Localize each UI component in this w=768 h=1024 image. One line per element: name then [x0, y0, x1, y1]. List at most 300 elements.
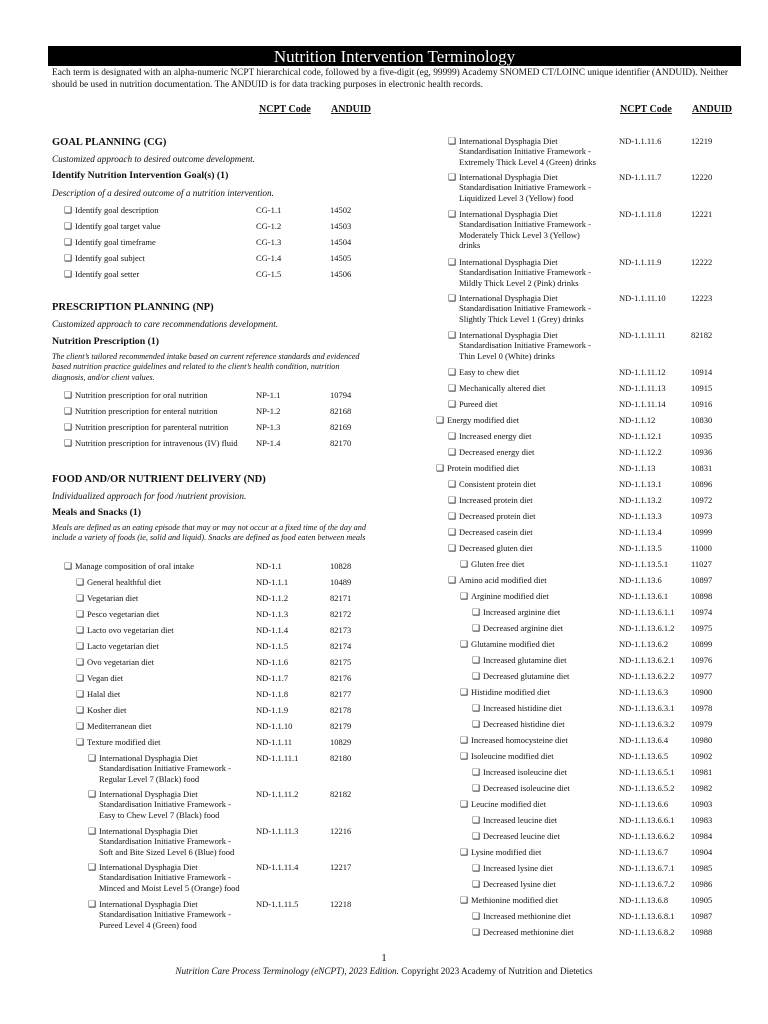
term-label: Increased arginine diet: [483, 607, 561, 617]
checkbox-icon[interactable]: ❑: [448, 511, 457, 521]
term-label: International Dysphagia Diet: [459, 330, 558, 340]
term-label: Decreased protein diet: [459, 511, 536, 521]
anduid-value: 82169: [330, 422, 352, 432]
term-label: International Dysphagia Diet: [99, 862, 198, 872]
checkbox-icon[interactable]: ❑: [472, 703, 481, 713]
checkbox-icon[interactable]: ❑: [64, 221, 73, 231]
term-label: Increased isoleucine diet: [483, 767, 568, 777]
ncpt-code: ND-1.1.13.6.2: [619, 639, 669, 649]
ncpt-code: ND-1.1.13.6.6.1: [619, 815, 675, 825]
term-label: International Dysphagia Diet: [99, 826, 198, 836]
checkbox-icon[interactable]: ❑: [76, 657, 85, 667]
subsection-heading: Meals and Snacks (1): [52, 507, 141, 518]
term-label: Standardisation Initiative Framework -: [99, 799, 231, 810]
term-label: Lacto ovo vegetarian diet: [87, 625, 174, 635]
term-label: Vegetarian diet: [87, 593, 139, 603]
ncpt-code: ND-1.1: [256, 561, 282, 571]
term-label: Identify goal setter: [75, 269, 140, 279]
anduid-value: 10986: [691, 879, 713, 889]
ncpt-code: ND-1.1.11.6: [619, 136, 662, 146]
term-label: Standardisation Initiative Framework -: [459, 219, 591, 230]
footer-edition: Nutrition Care Process Terminology (eNCPT), 2023 Edition.: [175, 966, 399, 976]
ncpt-code: ND-1.1.13.6.5: [619, 751, 669, 761]
anduid-value: 10936: [691, 447, 713, 457]
description-text: Meals are defined as an eating episode that may or may not occur at a fixed time of the day and include a variety of foods (ie, solid and liquid). Snacks are defined as food eaten between meals: [52, 523, 366, 543]
anduid-value: 82178: [330, 705, 352, 715]
term-label: Standardisation Initiative Framework -: [99, 909, 231, 920]
checkbox-icon[interactable]: ❑: [472, 607, 481, 617]
checkbox-icon[interactable]: ❑: [88, 789, 97, 799]
term-label: Moderately Thick Level 3 (Yellow): [459, 229, 580, 240]
term-label: Decreased lysine diet: [483, 879, 556, 889]
ncpt-code: CG-1.1: [256, 205, 282, 215]
checkbox-icon[interactable]: ❑: [76, 737, 85, 747]
ncpt-code: ND-1.1.12: [619, 415, 656, 425]
term-label: Ovo vegetarian diet: [87, 657, 155, 667]
ncpt-code: ND-1.1.11.14: [619, 399, 666, 409]
ncpt-code: ND-1.1.13.6: [619, 575, 662, 585]
term-label: Decreased energy diet: [459, 447, 535, 457]
checkbox-icon[interactable]: ❑: [64, 253, 73, 263]
term-label: Histidine modified diet: [471, 687, 550, 697]
anduid-value: 14502: [330, 205, 352, 215]
term-label: Protein modified diet: [447, 463, 520, 473]
anduid-value: 10896: [691, 479, 713, 489]
term-label: Increased homocysteine diet: [471, 735, 568, 745]
term-label: Halal diet: [87, 689, 121, 699]
anduid-value: 10899: [691, 639, 713, 649]
checkbox-icon[interactable]: ❑: [472, 655, 481, 665]
term-label: Consistent protein diet: [459, 479, 536, 489]
ncpt-code: ND-1.1.11.10: [619, 293, 666, 303]
term-label: Nutrition prescription for oral nutrition: [75, 390, 208, 400]
checkbox-icon[interactable]: ❑: [76, 625, 85, 635]
term-label: Identify goal target value: [75, 221, 161, 231]
checkbox-icon[interactable]: ❑: [88, 826, 97, 836]
intro-paragraph: Each term is designated with an alpha-numeric NCPT hierarchical code, followed by a five-digit (eg, 99999) Academy SNOMED CT/LOINC unique identifier (ANDUID). Neither should be used in nutrition documentation. The ANDUID is for data tracking purposes in electronic health records.: [52, 68, 728, 90]
ncpt-code: ND-1.1.13: [619, 463, 656, 473]
section-heading: FOOD AND/OR NUTRIENT DELIVERY (ND): [52, 474, 266, 485]
anduid-value: 10904: [691, 847, 713, 857]
anduid-value: 10916: [691, 399, 713, 409]
term-label: Thin Level 0 (White) drinks: [459, 350, 555, 361]
term-label: Gluten free diet: [471, 559, 525, 569]
ncpt-code: ND-1.1.13.2: [619, 495, 662, 505]
ncpt-code: ND-1.1.13.6.6.2: [619, 831, 675, 841]
checkbox-icon[interactable]: ❑: [460, 639, 469, 649]
checkbox-icon[interactable]: ❑: [448, 543, 457, 553]
anduid-value: 10828: [330, 561, 352, 571]
term-label: Decreased casein diet: [459, 527, 533, 537]
anduid-value: 10831: [691, 463, 713, 473]
ncpt-code: ND-1.1.2: [256, 593, 289, 603]
anduid-value: 10903: [691, 799, 713, 809]
anduid-value: 12217: [330, 862, 352, 872]
term-label: Standardisation Initiative Framework -: [99, 872, 231, 883]
anduid-value: 10979: [691, 719, 713, 729]
checkbox-icon[interactable]: ❑: [460, 559, 469, 569]
left-ncpt-code-header: NCPT Code: [259, 104, 311, 115]
anduid-value: 12220: [691, 172, 713, 182]
ncpt-code: ND-1.1.4: [256, 625, 289, 635]
term-label: International Dysphagia Diet: [99, 753, 198, 763]
checkbox-icon[interactable]: ❑: [460, 687, 469, 697]
term-label: Easy to Chew Level 7 (Black) food: [99, 809, 220, 820]
anduid-value: 82172: [330, 609, 352, 619]
page-title: Nutrition Intervention Terminology: [48, 46, 741, 66]
checkbox-icon[interactable]: ❑: [472, 719, 481, 729]
checkbox-icon[interactable]: ❑: [472, 767, 481, 777]
anduid-value: 14506: [330, 269, 352, 279]
ncpt-code: ND-1.1.13.6.2.1: [619, 655, 675, 665]
term-label: International Dysphagia Diet: [99, 899, 198, 909]
ncpt-code: ND-1.1.12.1: [619, 431, 662, 441]
checkbox-icon[interactable]: ❑: [76, 673, 85, 683]
term-label: International Dysphagia Diet: [459, 209, 558, 219]
ncpt-code: ND-1.1.10: [256, 721, 293, 731]
term-label: Easy to chew diet: [459, 367, 520, 377]
checkbox-icon[interactable]: ❑: [460, 895, 469, 905]
checkbox-icon[interactable]: ❑: [88, 862, 97, 872]
ncpt-code: ND-1.1.1: [256, 577, 289, 587]
checkbox-icon[interactable]: ❑: [76, 689, 85, 699]
checkbox-icon[interactable]: ❑: [472, 671, 481, 681]
term-label: Increased energy diet: [459, 431, 532, 441]
checkbox-icon[interactable]: ❑: [448, 527, 457, 537]
term-label: Nutrition prescription for intravenous (IV) fluid: [75, 438, 238, 448]
ncpt-code: CG-1.3: [256, 237, 282, 247]
ncpt-code: ND-1.1.13.6.7.2: [619, 879, 675, 889]
ncpt-code: ND-1.1.11.11: [619, 330, 666, 340]
term-label: Identify goal timeframe: [75, 237, 156, 247]
anduid-value: 11027: [691, 559, 712, 569]
term-label: Slightly Thick Level 1 (Grey) drinks: [459, 313, 584, 324]
term-label: Increased lysine diet: [483, 863, 553, 873]
checkbox-icon[interactable]: ❑: [436, 415, 445, 425]
term-label: Standardisation Initiative Framework -: [459, 267, 591, 278]
checkbox-icon[interactable]: ❑: [64, 561, 73, 571]
term-label: Standardisation Initiative Framework -: [459, 146, 591, 157]
ncpt-code: ND-1.1.13.6.8: [619, 895, 669, 905]
anduid-value: 10914: [691, 367, 713, 377]
checkbox-icon[interactable]: ❑: [472, 831, 481, 841]
checkbox-icon[interactable]: ❑: [472, 863, 481, 873]
anduid-value: 82174: [330, 641, 352, 651]
term-label: Decreased gluten diet: [459, 543, 533, 553]
term-label: Standardisation Initiative Framework -: [99, 763, 231, 774]
anduid-value: 10983: [691, 815, 713, 825]
term-label: International Dysphagia Diet: [459, 136, 558, 146]
term-label: Increased leucine diet: [483, 815, 558, 825]
term-label: Identify goal subject: [75, 253, 145, 263]
checkbox-icon[interactable]: ❑: [64, 390, 73, 400]
ncpt-code: ND-1.1.13.6.7: [619, 847, 669, 857]
description-text: The client’s tailored recommended intake based on current reference standards and evidenced based nutrition practice guidelines and related to the client’s health condition, nutrition diagnosis, and/or client values.: [52, 352, 360, 382]
checkbox-icon[interactable]: ❑: [436, 463, 445, 473]
term-label: Standardisation Initiative Framework -: [459, 340, 591, 351]
ncpt-code: ND-1.1.11.13: [619, 383, 666, 393]
term-label: Nutrition prescription for enteral nutrition: [75, 406, 218, 416]
term-label: Identify goal description: [75, 205, 159, 215]
checkbox-icon[interactable]: ❑: [460, 591, 469, 601]
checkbox-icon[interactable]: ❑: [64, 406, 73, 416]
term-label: Isoleucine modified diet: [471, 751, 554, 761]
term-label: Amino acid modified diet: [459, 575, 547, 585]
anduid-value: 10980: [691, 735, 713, 745]
anduid-value: 10978: [691, 703, 713, 713]
checkbox-icon[interactable]: ❑: [448, 399, 457, 409]
ncpt-code: ND-1.1.13.4: [619, 527, 662, 537]
ncpt-code: NP-1.4: [256, 438, 281, 448]
checkbox-icon[interactable]: ❑: [88, 899, 97, 909]
checkbox-icon[interactable]: ❑: [64, 269, 73, 279]
term-label: Extremely Thick Level 4 (Green) drinks: [459, 156, 596, 167]
anduid-value: 10830: [691, 415, 713, 425]
ncpt-code: ND-1.1.13.5: [619, 543, 662, 553]
term-label: Increased histidine diet: [483, 703, 562, 713]
right-anduid-header: ANDUID: [692, 104, 732, 115]
footer-copyright: Copyright 2023 Academy of Nutrition and Dietetics: [398, 966, 593, 976]
anduid-value: 10999: [691, 527, 713, 537]
checkbox-icon[interactable]: ❑: [64, 422, 73, 432]
term-label: International Dysphagia Diet: [459, 257, 558, 267]
checkbox-icon[interactable]: ❑: [460, 751, 469, 761]
checkbox-icon[interactable]: ❑: [448, 209, 457, 219]
ncpt-code: ND-1.1.13.6.8.1: [619, 911, 675, 921]
anduid-value: 10988: [691, 927, 713, 937]
term-label: Mediterranean diet: [87, 721, 152, 731]
ncpt-code: ND-1.1.6: [256, 657, 289, 667]
term-label: Pureed diet: [459, 399, 498, 409]
anduid-value: 82168: [330, 406, 352, 416]
checkbox-icon[interactable]: ❑: [448, 383, 457, 393]
anduid-value: 10977: [691, 671, 713, 681]
section-heading: GOAL PLANNING (CG): [52, 137, 167, 148]
checkbox-icon[interactable]: ❑: [76, 721, 85, 731]
description-text: Customized approach to desired outcome development.: [52, 154, 255, 164]
term-label: Energy modified diet: [447, 415, 520, 425]
checkbox-icon[interactable]: ❑: [76, 641, 85, 651]
anduid-value: 82180: [330, 753, 352, 763]
checkbox-icon[interactable]: ❑: [448, 172, 457, 182]
ncpt-code: NP-1.3: [256, 422, 281, 432]
anduid-value: 10974: [691, 607, 713, 617]
checkbox-icon[interactable]: ❑: [76, 705, 85, 715]
checkbox-icon[interactable]: ❑: [64, 237, 73, 247]
term-label: Mildly Thick Level 2 (Pink) drinks: [459, 277, 579, 288]
term-label: Decreased glutamine diet: [483, 671, 570, 681]
anduid-value: 82177: [330, 689, 352, 699]
anduid-value: 10898: [691, 591, 713, 601]
ncpt-code: ND-1.1.11.3: [256, 826, 299, 836]
checkbox-icon[interactable]: ❑: [448, 257, 457, 267]
term-label: Liquidized Level 3 (Yellow) food: [459, 192, 574, 203]
checkbox-icon[interactable]: ❑: [76, 593, 85, 603]
checkbox-icon[interactable]: ❑: [472, 815, 481, 825]
ncpt-code: ND-1.1.11.8: [619, 209, 662, 219]
anduid-value: 82171: [330, 593, 352, 603]
term-label: Decreased methionine diet: [483, 927, 574, 937]
anduid-value: 10935: [691, 431, 713, 441]
term-label: Minced and Moist Level 5 (Orange) food: [99, 882, 240, 893]
ncpt-code: ND-1.1.11.4: [256, 862, 299, 872]
checkbox-icon[interactable]: ❑: [448, 136, 457, 146]
anduid-value: 10900: [691, 687, 713, 697]
anduid-value: 10902: [691, 751, 713, 761]
checkbox-icon[interactable]: ❑: [448, 431, 457, 441]
term-label: Methionine modified diet: [471, 895, 558, 905]
ncpt-code: ND-1.1.13.6.1: [619, 591, 669, 601]
checkbox-icon[interactable]: ❑: [448, 447, 457, 457]
right-ncpt-code-header: NCPT Code: [620, 104, 672, 115]
page-number: 1: [381, 952, 387, 964]
subsection-heading: Identify Nutrition Intervention Goal(s) (1): [52, 170, 229, 181]
checkbox-icon[interactable]: ❑: [472, 783, 481, 793]
description-text: Customized approach to care recommendations development.: [52, 319, 279, 329]
anduid-value: 10973: [691, 511, 713, 521]
term-label: Increased glutamine diet: [483, 655, 567, 665]
checkbox-icon[interactable]: ❑: [460, 799, 469, 809]
ncpt-code: ND-1.1.12.2: [619, 447, 662, 457]
anduid-value: 10905: [691, 895, 713, 905]
term-label: Texture modified diet: [87, 737, 161, 747]
anduid-value: 82179: [330, 721, 352, 731]
ncpt-code: CG-1.2: [256, 221, 282, 231]
anduid-value: 10489: [330, 577, 352, 587]
anduid-value: 10972: [691, 495, 713, 505]
anduid-value: 10829: [330, 737, 352, 747]
term-label: Manage composition of oral intake: [75, 561, 194, 571]
subsection-heading: Nutrition Prescription (1): [52, 336, 160, 347]
ncpt-code: ND-1.1.13.3: [619, 511, 662, 521]
checkbox-icon[interactable]: ❑: [76, 577, 85, 587]
ncpt-code: ND-1.1.13.6.5.2: [619, 783, 675, 793]
checkbox-icon[interactable]: ❑: [448, 330, 457, 340]
ncpt-code: ND-1.1.13.6.8.2: [619, 927, 675, 937]
checkbox-icon[interactable]: ❑: [460, 735, 469, 745]
left-anduid-header: ANDUID: [331, 104, 371, 115]
term-label: Leucine modified diet: [471, 799, 547, 809]
term-label: Standardisation Initiative Framework -: [459, 182, 591, 193]
ncpt-code: CG-1.5: [256, 269, 282, 279]
term-label: Pesco vegetarian diet: [87, 609, 160, 619]
anduid-value: 82173: [330, 625, 352, 635]
anduid-value: 82176: [330, 673, 352, 683]
anduid-value: 12222: [691, 257, 713, 267]
ncpt-code: ND-1.1.13.6.3.1: [619, 703, 675, 713]
ncpt-code: ND-1.1.13.6.1.2: [619, 623, 675, 633]
term-label: International Dysphagia Diet: [459, 293, 558, 303]
checkbox-icon[interactable]: ❑: [472, 879, 481, 889]
checkbox-icon[interactable]: ❑: [88, 753, 97, 763]
ncpt-code: ND-1.1.13.6.5.1: [619, 767, 675, 777]
anduid-value: 14505: [330, 253, 352, 263]
term-label: Increased methionine diet: [483, 911, 571, 921]
ncpt-code: NP-1.2: [256, 406, 281, 416]
checkbox-icon[interactable]: ❑: [76, 609, 85, 619]
term-label: Standardisation Initiative Framework -: [99, 836, 231, 847]
term-label: Standardisation Initiative Framework -: [459, 303, 591, 314]
ncpt-code: ND-1.1.11: [256, 737, 293, 747]
anduid-value: 82175: [330, 657, 352, 667]
ncpt-code: ND-1.1.13.5.1: [619, 559, 669, 569]
checkbox-icon[interactable]: ❑: [472, 911, 481, 921]
term-label: Regular Level 7 (Black) food: [99, 773, 200, 784]
ncpt-code: ND-1.1.11.7: [619, 172, 662, 182]
checkbox-icon[interactable]: ❑: [472, 927, 481, 937]
anduid-value: 12221: [691, 209, 713, 219]
term-label: General healthful diet: [87, 577, 162, 587]
ncpt-code: NP-1.1: [256, 390, 281, 400]
description-text: Description of a desired outcome of a nutrition intervention.: [52, 188, 274, 198]
term-label: Arginine modified diet: [471, 591, 549, 601]
anduid-value: 82170: [330, 438, 352, 448]
ncpt-code: ND-1.1.8: [256, 689, 289, 699]
checkbox-icon[interactable]: ❑: [64, 438, 73, 448]
anduid-value: 11000: [691, 543, 712, 553]
ncpt-code: ND-1.1.13.1: [619, 479, 662, 489]
anduid-value: 10976: [691, 655, 713, 665]
anduid-value: 82182: [691, 330, 713, 340]
checkbox-icon[interactable]: ❑: [64, 205, 73, 215]
ncpt-code: ND-1.1.9: [256, 705, 289, 715]
term-label: Decreased isoleucine diet: [483, 783, 570, 793]
ncpt-code: ND-1.1.11.1: [256, 753, 299, 763]
ncpt-code: ND-1.1.13.6.2.2: [619, 671, 675, 681]
anduid-value: 14503: [330, 221, 352, 231]
checkbox-icon[interactable]: ❑: [448, 367, 457, 377]
anduid-value: 10984: [691, 831, 713, 841]
checkbox-icon[interactable]: ❑: [448, 575, 457, 585]
anduid-value: 10985: [691, 863, 713, 873]
term-label: Lacto vegetarian diet: [87, 641, 159, 651]
anduid-value: 10897: [691, 575, 713, 585]
ncpt-code: ND-1.1.5: [256, 641, 289, 651]
term-label: Decreased leucine diet: [483, 831, 560, 841]
ncpt-code: ND-1.1.13.6.6: [619, 799, 669, 809]
checkbox-icon[interactable]: ❑: [472, 623, 481, 633]
ncpt-code: ND-1.1.13.6.7.1: [619, 863, 675, 873]
checkbox-icon[interactable]: ❑: [448, 293, 457, 303]
ncpt-code: ND-1.1.13.6.4: [619, 735, 669, 745]
checkbox-icon[interactable]: ❑: [448, 479, 457, 489]
ncpt-code: ND-1.1.13.6.3.2: [619, 719, 675, 729]
ncpt-code: ND-1.1.11.9: [619, 257, 662, 267]
ncpt-code: ND-1.1.7: [256, 673, 289, 683]
anduid-value: 10794: [330, 390, 352, 400]
anduid-value: 12223: [691, 293, 713, 303]
checkbox-icon[interactable]: ❑: [448, 495, 457, 505]
term-label: Mechanically altered diet: [459, 383, 546, 393]
ncpt-code: ND-1.1.11.12: [619, 367, 666, 377]
term-label: drinks: [459, 239, 481, 250]
term-label: Pureed Level 4 (Green) food: [99, 919, 197, 930]
description-text: Individualized approach for food /nutrient provision.: [52, 491, 247, 501]
checkbox-icon[interactable]: ❑: [460, 847, 469, 857]
term-label: Vegan diet: [87, 673, 124, 683]
ncpt-code: ND-1.1.3: [256, 609, 289, 619]
term-label: International Dysphagia Diet: [459, 172, 558, 182]
term-label: Soft and Bite Sized Level 6 (Blue) food: [99, 846, 235, 857]
ncpt-code: ND-1.1.13.6.1.1: [619, 607, 675, 617]
anduid-value: 12216: [330, 826, 352, 836]
term-label: Lysine modified diet: [471, 847, 542, 857]
anduid-value: 12218: [330, 899, 352, 909]
ncpt-code: CG-1.4: [256, 253, 282, 263]
anduid-value: 10915: [691, 383, 713, 393]
term-label: Kosher diet: [87, 705, 127, 715]
anduid-value: 12219: [691, 136, 713, 146]
